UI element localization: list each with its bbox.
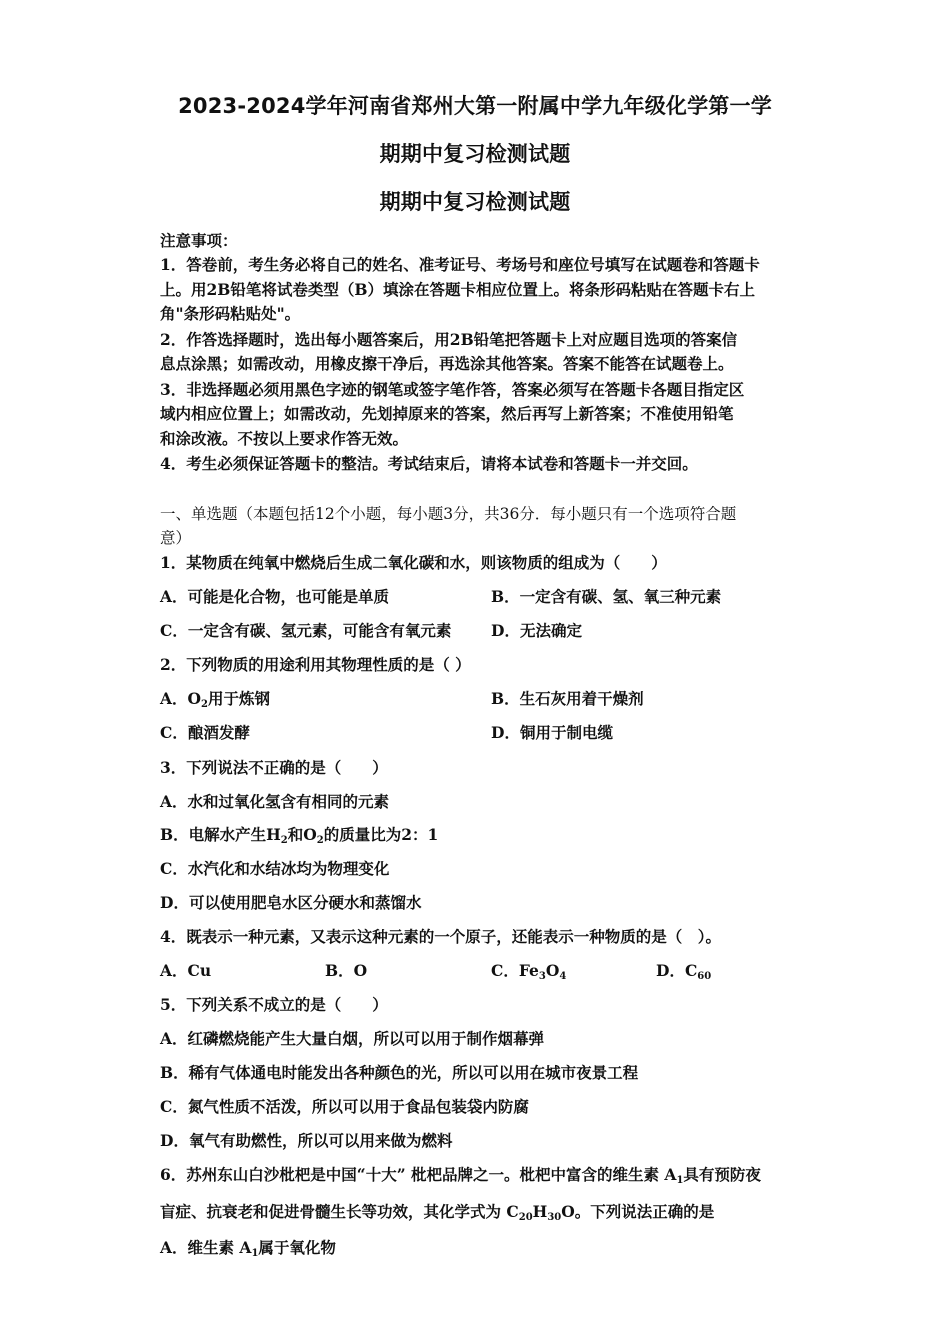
question-2-option-c: C．酿酒发酵 xyxy=(160,723,250,742)
question-2-option-d: D．铜用于制电缆 xyxy=(491,723,613,742)
question-5-stem: 5．下列关系不成立的是（ ） xyxy=(160,995,388,1014)
notice-line: 息点涂黑；如需改动，用橡皮擦干净后，再选涂其他答案。答案不能答在试题卷上。 xyxy=(160,354,734,373)
exam-title-line-1: 2023-2024学年河南省郑州大第一附属中学九年级化学第一学 xyxy=(178,94,772,118)
question-3-option-b: B．电解水产生$H_2$和$O_2$的质量比为2：1 xyxy=(160,825,439,846)
notice-line: 3．非选择题必须用黑色字迹的钢笔或签字笔作答，答案必须写在答题卡各题目指定区 xyxy=(160,380,745,399)
question-1-option-c: C．一定含有碳、氢元素，可能含有氧元素 xyxy=(160,621,452,640)
question-6-stem-line-1: 6．苏州东山白沙枇杷是中国“十大” 枇杷品牌之一。枇杷中富含的维生素 $A_1$具有预防夜 xyxy=(160,1165,761,1186)
question-2-stem: 2．下列物质的用途利用其物理性质的是（ ） xyxy=(160,655,471,674)
question-1-stem: 1．某物质在纯氧中燃烧后生成二氧化碳和水，则该物质的组成为（ ） xyxy=(160,553,667,572)
notice-heading: 注意事项： xyxy=(160,231,238,250)
question-3-option-a: A．水和过氧化氢含有相同的元素 xyxy=(160,792,390,811)
question-4-option-a: A．Cu xyxy=(160,961,212,980)
question-3-option-c: C．水汽化和水结冰均为物理变化 xyxy=(160,859,390,878)
exam-title-line-2: 期期中复习检测试题 xyxy=(379,142,571,166)
question-5-option-a: A．红磷燃烧能产生大量白烟，所以可以用于制作烟幕弹 xyxy=(160,1029,545,1048)
notice-line: 1．答卷前，考生务必将自己的姓名、准考证号、考场号和座位号填写在试题卷和答题卡 xyxy=(160,255,760,274)
question-2-option-a: A．$O_2$用于炼钢 xyxy=(160,689,271,710)
question-1-option-a: A．可能是化合物，也可能是单质 xyxy=(160,587,390,606)
question-1-option-d: D．无法确定 xyxy=(491,621,582,640)
question-6-option-a: A．维生素 $A_1$属于氧化物 xyxy=(160,1238,336,1259)
section-heading-line-2: 意） xyxy=(160,529,192,547)
notice-line: 4．考生必须保证答题卡的整洁。考试结束后，请将本试卷和答题卡一并交回。 xyxy=(160,454,698,473)
section-heading-line-1: 一、单选题（本题包括12个小题，每小题3分，共36分．每小题只有一个选项符合题 xyxy=(160,505,737,523)
question-4-stem: 4．既表示一种元素，又表示这种元素的一个原子，还能表示一种物质的是（ ）。 xyxy=(160,927,722,946)
question-6-stem-line-2: 盲症、抗衰老和促进骨髓生长等功效，其化学式为 $C_{20}H_{30}O$。下列说法正确的是 xyxy=(160,1202,715,1223)
notice-line: 角"条形码粘贴处"。 xyxy=(160,304,301,323)
question-5-option-b: B．稀有气体通电时能发出各种颜色的光，所以可以用在城市夜景工程 xyxy=(160,1063,639,1082)
question-2-option-b: B．生石灰用着干燥剂 xyxy=(491,689,644,708)
question-3-option-d: D．可以使用肥皂水区分硬水和蒸馏水 xyxy=(160,893,422,912)
exam-title-line-3: 期期中复习检测试题 xyxy=(379,190,571,214)
question-3-stem: 3．下列说法不正确的是（ ） xyxy=(160,758,388,777)
question-1-option-b: B．一定含有碳、氢、氧三种元素 xyxy=(491,587,722,606)
question-4-option-b: B．O xyxy=(325,961,368,980)
notice-line: 上。用2B铅笔将试卷类型（B）填涂在答题卡相应位置上。将条形码粘贴在答题卡右上 xyxy=(160,280,755,299)
question-5-option-d: D．氧气有助燃性，所以可以用来做为燃料 xyxy=(160,1131,453,1150)
question-4-option-d: D．$C_{60}$ xyxy=(656,961,712,982)
notice-line: 和涂改液。不按以上要求作答无效。 xyxy=(160,429,409,448)
question-5-option-c: C．氮气性质不活泼，所以可以用于食品包装袋内防腐 xyxy=(160,1097,529,1116)
notice-line: 2．作答选择题时，选出每小题答案后，用2B铅笔把答题卡上对应题目选项的答案信 xyxy=(160,330,738,349)
question-4-option-c: C．$Fe_3O_4$ xyxy=(491,961,567,982)
notice-line: 域内相应位置上；如需改动，先划掉原来的答案，然后再写上新答案；不准使用铅笔 xyxy=(160,404,734,423)
